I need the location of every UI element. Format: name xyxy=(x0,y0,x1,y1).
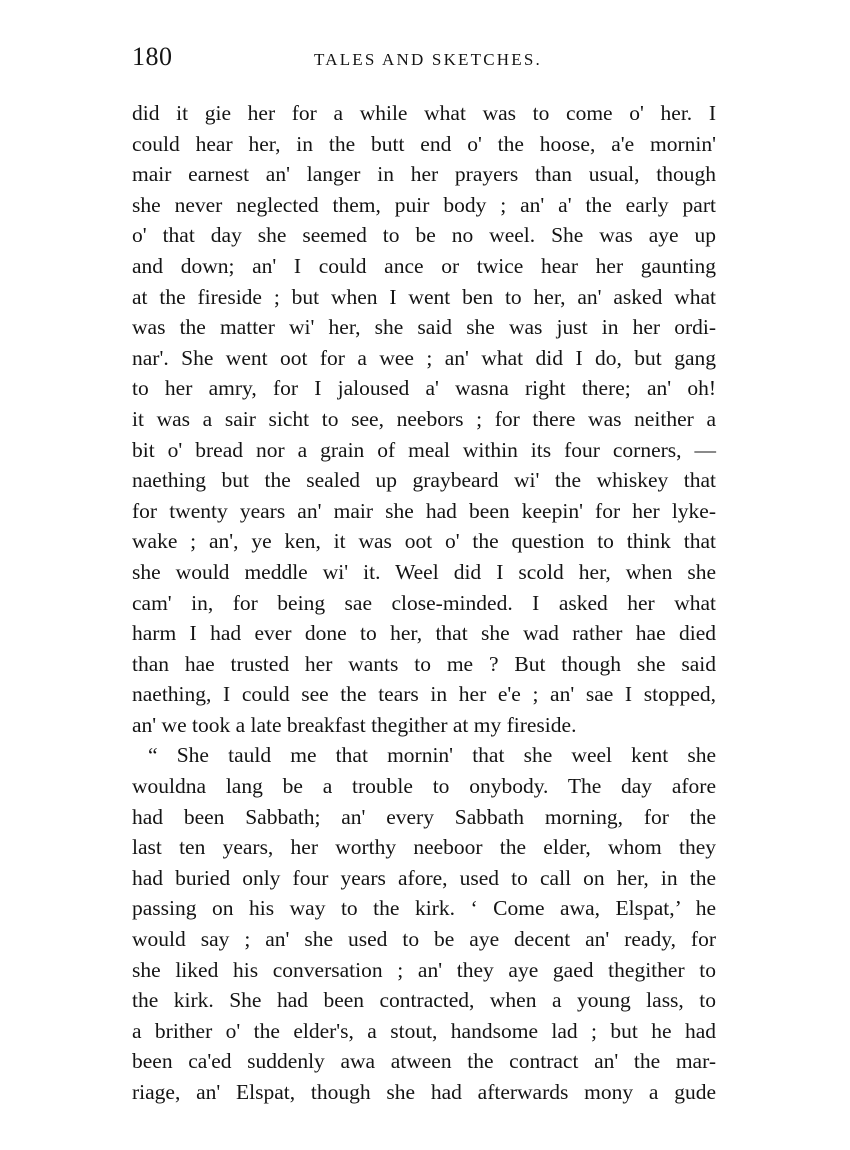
text-line: passing on his way to the kirk. ‘ Come awa, Elspat,’ he xyxy=(132,896,716,921)
text-line-paragraph-start: “ She tauld me that mornin' that she weel kent she xyxy=(148,743,716,768)
text-line: she would meddle wi' it. Weel did I scold her, when she xyxy=(132,559,716,584)
text-line: for twenty years an' mair she had been keepin' for her lyke- xyxy=(132,498,716,523)
text-line: had buried only four years afore, used to call on her, in the xyxy=(132,865,716,890)
text-line: and down; an' I could ance or twice hear her gaunting xyxy=(132,253,716,278)
page-number: 180 xyxy=(132,42,173,71)
text-line: naething but the sealed up graybeard wi' the whiskey that xyxy=(132,468,716,493)
text-line: wake ; an', ye ken, it was oot o' the question to think that xyxy=(132,529,716,554)
text-line: naething, I could see the tears in her e'e ; an' sae I stopped, xyxy=(132,682,716,707)
text-line: did it gie her for a while what was to come o' her. I xyxy=(132,101,716,125)
text-line: it was a sair sicht to see, neebors ; for there was neither a xyxy=(132,406,716,431)
text-line: harm I had ever done to her, that she wad rather hae died xyxy=(132,621,716,646)
text-line: nar'. She went oot for a wee ; an' what did I do, but gang xyxy=(132,345,716,370)
text-line: at the fireside ; but when I went ben to her, an' asked what xyxy=(132,284,716,309)
text-line: she never neglected them, puir body ; an' a' the early part xyxy=(132,192,716,217)
text-line: was the matter wi' her, she said she was just in her ordi- xyxy=(132,315,716,340)
text-line: last ten years, her worthy neeboor the elder, whom they xyxy=(132,835,716,860)
text-line: mair earnest an' langer in her prayers than usual, though xyxy=(132,162,716,187)
text-line: o' that day she seemed to be no weel. She was aye up xyxy=(132,223,716,248)
text-line: a brither o' the elder's, a stout, handsome lad ; but he had xyxy=(132,1018,716,1043)
text-line-paragraph-end: an' we took a late breakfast thegither at my fireside. xyxy=(132,712,577,737)
text-line: been ca'ed suddenly awa atween the contract an' the mar- xyxy=(132,1049,716,1074)
text-line: cam' in, for being sae close-minded. I asked her what xyxy=(132,590,716,615)
text-line: she liked his conversation ; an' they aye gaed thegither to xyxy=(132,957,716,982)
body-text xyxy=(132,98,716,1108)
text-line: to her amry, for I jaloused a' wasna right there; an' oh! xyxy=(132,376,716,401)
text-line: riage, an' Elspat, though she had afterwards mony a gude xyxy=(132,1080,716,1104)
text-line: bit o' bread nor a grain of meal within its four corners, — xyxy=(132,437,716,462)
running-title: TALES AND SKETCHES. xyxy=(314,50,542,69)
text-line: could hear her, in the butt end o' the hoose, a'e mornin' xyxy=(132,131,716,156)
text-line: the kirk. She had been contracted, when a young lass, to xyxy=(132,988,716,1013)
text-line: had been Sabbath; an' every Sabbath morning, for the xyxy=(132,804,716,829)
text-line: wouldna lang be a trouble to onybody. The day afore xyxy=(132,774,716,799)
text-line: would say ; an' she used to be aye decent an' ready, for xyxy=(132,927,716,952)
text-line: than hae trusted her wants to me ? But though she said xyxy=(132,651,716,676)
